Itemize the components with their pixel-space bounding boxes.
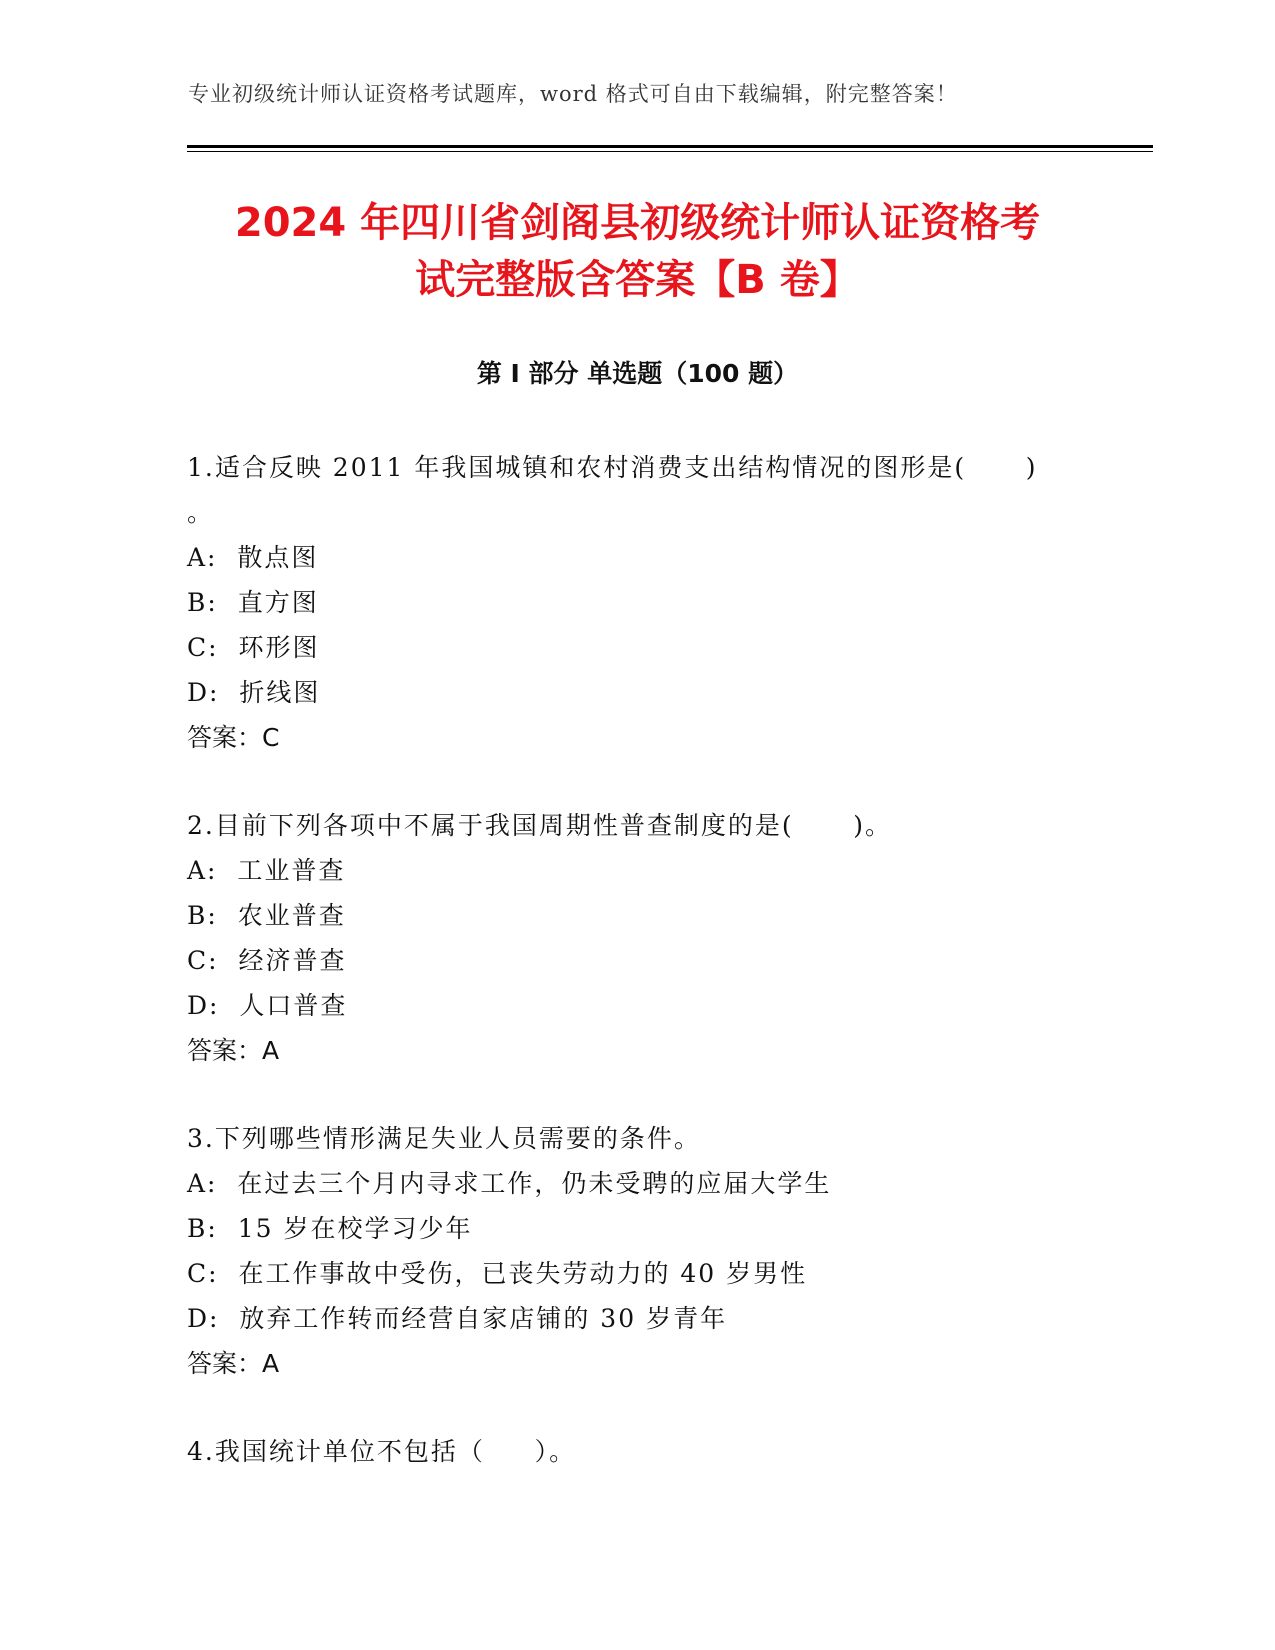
question-stem: 4.我国统计单位不包括（ ）。 <box>187 1437 577 1466</box>
document-title <box>150 195 1125 309</box>
question-4 <box>187 1429 1087 1474</box>
option-d: D: 人口普查 <box>187 991 348 1020</box>
option-c: C: 环形图 <box>187 633 320 662</box>
option-b: B: 15 岁在校学习少年 <box>187 1214 473 1243</box>
question-list <box>187 445 1087 1517</box>
question-stem: 1.适合反映 2011 年我国城镇和农村消费支出结构情况的图形是( ) 。 <box>187 453 1038 527</box>
question-stem: 3.下列哪些情形满足失业人员需要的条件。 <box>187 1124 701 1153</box>
question-1 <box>187 445 1087 760</box>
option-c: C: 在工作事故中受伤，已丧失劳动力的 40 岁男性 <box>187 1259 808 1288</box>
header-rule-thick <box>187 145 1153 148</box>
answer-line: 答案：C <box>187 723 280 752</box>
option-a: A: 工业普查 <box>187 856 346 885</box>
header-rule-thin <box>187 151 1153 152</box>
answer-line: 答案：A <box>187 1036 280 1065</box>
option-d: D: 折线图 <box>187 678 321 707</box>
question-2 <box>187 803 1087 1073</box>
option-a: A: 散点图 <box>187 543 319 572</box>
option-b: B: 直方图 <box>187 588 319 617</box>
question-stem: 2.目前下列各项中不属于我国周期性普查制度的是( )。 <box>187 811 893 840</box>
question-3 <box>187 1116 1087 1386</box>
header-note: 专业初级统计师认证资格考试题库，word 格式可自由下载编辑，附完整答案！ <box>188 82 958 106</box>
document-title-line1: 2024 年四川省剑阁县初级统计师认证资格考 <box>234 200 1041 246</box>
answer-line: 答案：A <box>187 1349 280 1378</box>
option-a: A: 在过去三个月内寻求工作，仍未受聘的应届大学生 <box>187 1169 832 1198</box>
section-title: 第 I 部分 单选题（100 题） <box>476 359 799 388</box>
option-b: B: 农业普查 <box>187 901 346 930</box>
option-c: C: 经济普查 <box>187 946 347 975</box>
option-d: D: 放弃工作转而经营自家店铺的 30 岁青年 <box>187 1304 728 1333</box>
document-title-line2: 试完整版含答案【B 卷】 <box>415 257 860 303</box>
